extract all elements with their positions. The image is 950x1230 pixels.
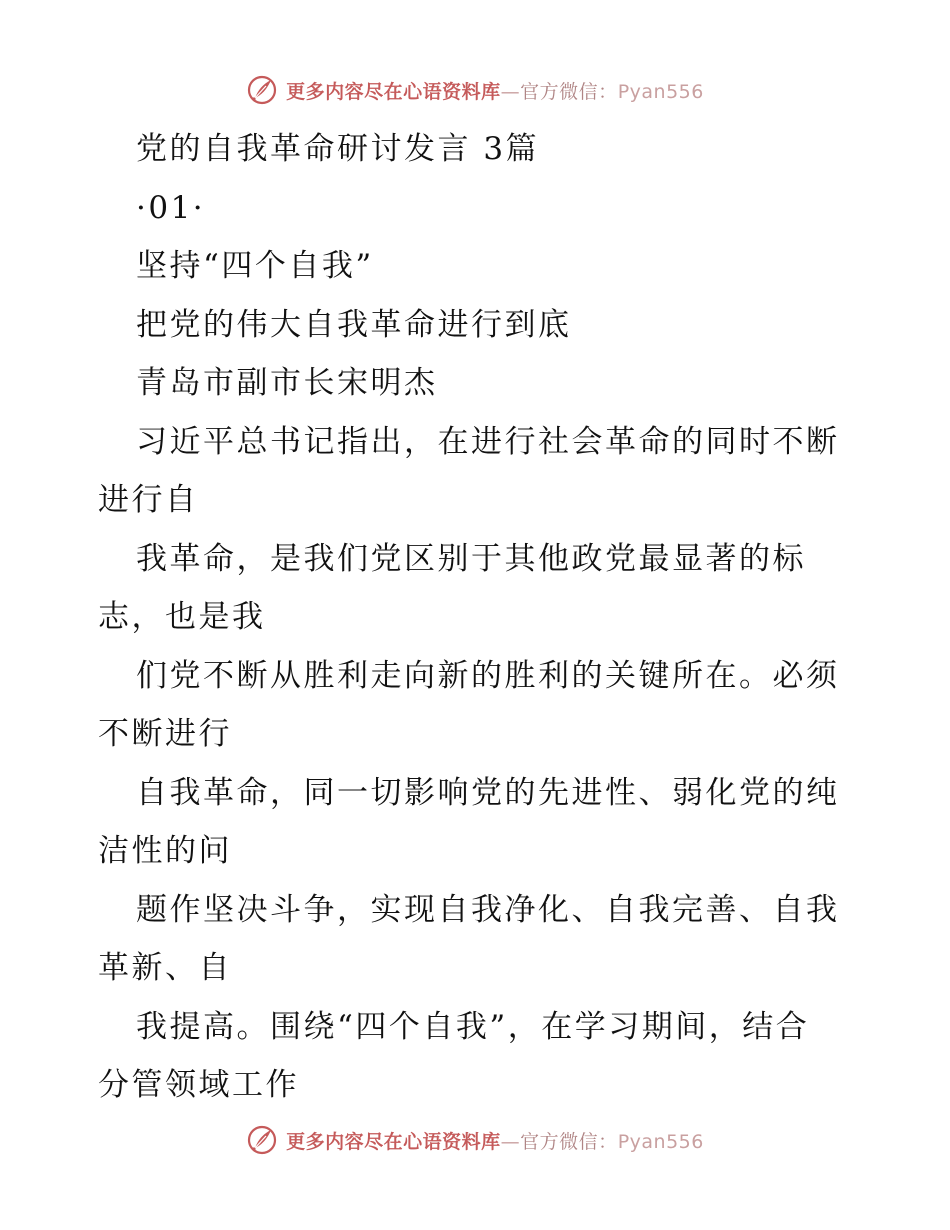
watermark-id: Pyan556 [617,80,704,103]
watermark-id: Pyan556 [617,1130,704,1153]
body-line: 题作坚决斗争，实现自我净化、自我完善、自我 [136,891,840,928]
watermark-dash: — [500,1130,521,1153]
watermark-dash: — [500,80,521,103]
watermark-text [286,1127,704,1154]
document-title: 党的自我革命研讨发言 3篇 [136,131,540,167]
body-line: 革新、自 [98,950,232,986]
watermark-official: 官方微信： [520,1130,618,1153]
document-body [98,120,858,1115]
section-number: ·01· [136,189,206,226]
footer-watermark [0,1120,950,1160]
author-line: 青岛市副市长宋明杰 [136,365,438,401]
article-subheading: 把党的伟大自我革命进行到底 [136,306,572,343]
watermark-official: 官方微信： [520,80,618,103]
watermark-main: 更多内容尽在心语资料库 [286,80,501,103]
body-line: 自我革命，同一切影响党的先进性、弱化党的纯 [136,774,840,811]
body-line: 志，也是我 [98,599,266,635]
body-line: 我提高。围绕“四个自我”，在学习期间，结合 [136,1008,810,1045]
watermark-main: 更多内容尽在心语资料库 [286,1130,501,1153]
feather-quill-logo-icon [246,1124,278,1156]
article-heading: 坚持“四个自我” [136,248,374,284]
watermark-text [286,77,704,104]
header-watermark [0,70,950,110]
body-line: 习近平总书记指出，在进行社会革命的同时不断 [136,423,840,460]
body-line: 不断进行 [98,716,232,752]
body-line: 们党不断从胜利走向新的胜利的关键所在。必须 [136,657,840,694]
body-line: 进行自 [98,482,199,518]
body-line: 分管领域工作 [98,1067,299,1103]
body-line: 我革命，是我们党区别于其他政党最显著的标 [136,540,806,577]
body-line: 洁性的问 [98,833,232,869]
feather-quill-logo-icon [246,74,278,106]
